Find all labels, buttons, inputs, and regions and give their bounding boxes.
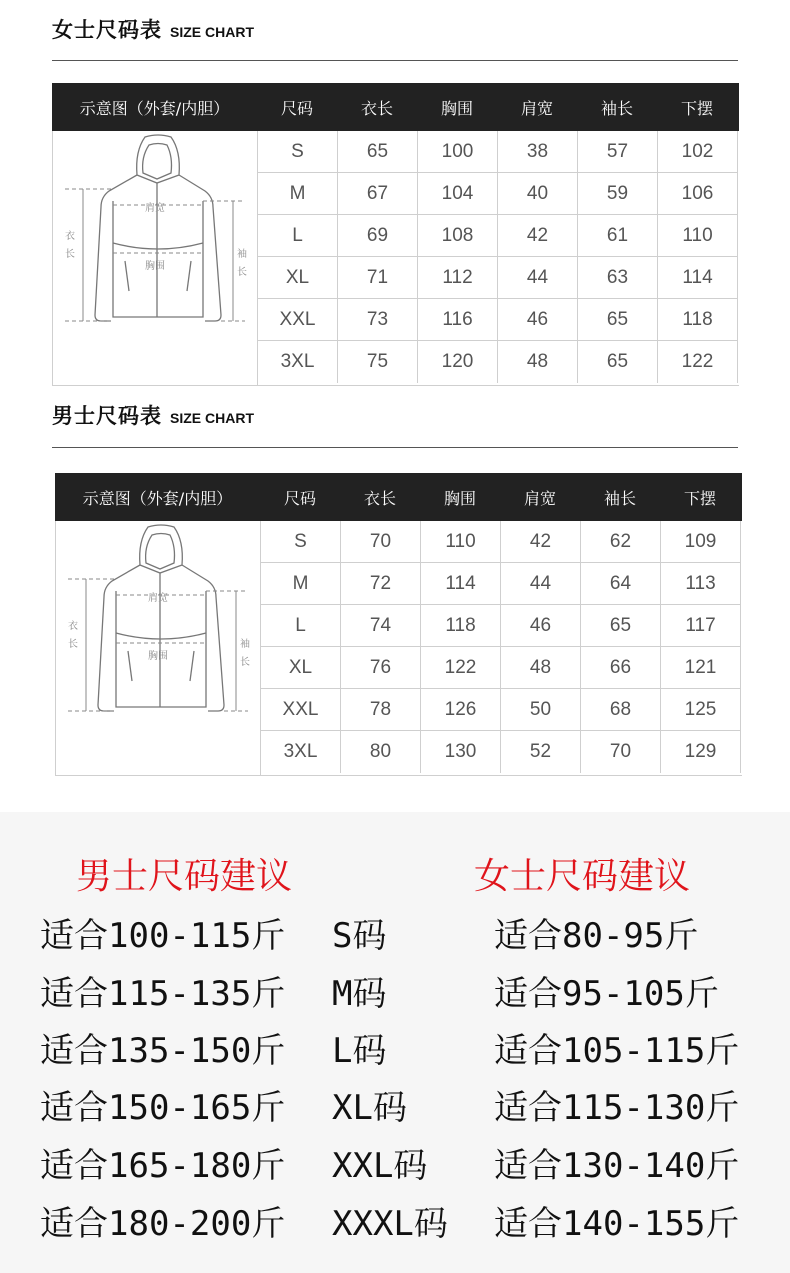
sleeve-cell: 65 [581, 605, 661, 646]
size-cell: XXL [258, 299, 338, 340]
size-cell: S [261, 521, 341, 562]
chest-cell: 100 [418, 131, 498, 172]
jacket-diagram-icon [56, 521, 261, 775]
sleeve-cell: 65 [578, 299, 658, 340]
length-cell: 80 [341, 731, 421, 773]
size-cell: M [258, 173, 338, 214]
men-size-grid [261, 521, 741, 775]
women-table-header [52, 83, 739, 131]
men-weight-range: 适合150-165斤 [40, 1088, 286, 1128]
diagram-shoulder-label: 肩宽 [148, 593, 168, 604]
women-size-table [52, 83, 739, 386]
men-recommend-title: 男士尺码建议 [76, 856, 293, 897]
men-section-title [52, 400, 254, 430]
sleeve-cell: 57 [578, 131, 658, 172]
chest-cell: 118 [421, 605, 501, 646]
table-row [258, 341, 738, 383]
header-shoulder: 肩宽 [523, 488, 556, 508]
length-cell: 69 [338, 215, 418, 256]
men-size-table [55, 473, 742, 776]
header-length: 衣长 [363, 488, 396, 508]
recommend-size: XL码 [332, 1088, 407, 1128]
table-row [261, 563, 741, 605]
shoulder-cell: 38 [498, 131, 578, 172]
diagram-chest-label: 胸围 [145, 261, 165, 272]
diagram-length-label-b: 长 [68, 639, 78, 650]
women-weight-range: 适合115-130斤 [494, 1088, 740, 1128]
chest-cell: 110 [421, 521, 501, 562]
table-row [261, 731, 741, 773]
table-row [261, 689, 741, 731]
hem-cell: 102 [658, 131, 738, 172]
length-cell: 65 [338, 131, 418, 172]
header-sleeve: 袖长 [600, 98, 633, 118]
chest-cell: 108 [418, 215, 498, 256]
diagram-length-label-b: 长 [65, 249, 75, 260]
diagram-sleeve-label-a: 袖 [240, 639, 250, 650]
header-hem: 下摆 [680, 98, 713, 118]
chest-cell: 130 [421, 731, 501, 773]
header-chest: 胸围 [440, 98, 473, 118]
length-cell: 67 [338, 173, 418, 214]
recommend-size: S码 [332, 916, 387, 956]
length-cell: 76 [341, 647, 421, 688]
hem-cell: 117 [661, 605, 741, 646]
hem-cell: 109 [661, 521, 741, 562]
men-weight-range: 适合135-150斤 [40, 1031, 286, 1071]
women-title-cn: 女士尺码表 [52, 18, 162, 42]
men-weight-range: 适合100-115斤 [40, 916, 286, 956]
men-title-cn: 男士尺码表 [52, 404, 162, 428]
length-cell: 74 [341, 605, 421, 646]
sleeve-cell: 62 [581, 521, 661, 562]
table-row [258, 257, 738, 299]
hem-cell: 113 [661, 563, 741, 604]
sleeve-cell: 61 [578, 215, 658, 256]
table-row [258, 215, 738, 257]
shoulder-cell: 42 [498, 215, 578, 256]
hem-cell: 118 [658, 299, 738, 340]
hem-cell: 106 [658, 173, 738, 214]
header-size: 尺码 [283, 488, 316, 508]
length-cell: 72 [341, 563, 421, 604]
shoulder-cell: 46 [498, 299, 578, 340]
men-title-en: SIZE CHART [170, 410, 254, 426]
women-section-title [52, 14, 254, 44]
chest-cell: 116 [418, 299, 498, 340]
diagram-sleeve-label-a: 袖 [237, 249, 247, 260]
header-diagram: 示意图（外套/内胆） [82, 488, 233, 508]
length-cell: 78 [341, 689, 421, 730]
size-recommendation-panel [0, 812, 790, 1273]
table-row [261, 605, 741, 647]
size-cell: M [261, 563, 341, 604]
diagram-length-label-a: 衣 [65, 231, 75, 242]
header-length: 衣长 [360, 98, 393, 118]
diagram-sleeve-label-b: 长 [237, 267, 247, 278]
shoulder-cell: 50 [501, 689, 581, 730]
hem-cell: 110 [658, 215, 738, 256]
shoulder-cell: 44 [498, 257, 578, 298]
women-weight-range: 适合80-95斤 [494, 916, 699, 956]
sleeve-cell: 70 [581, 731, 661, 773]
chest-cell: 126 [421, 689, 501, 730]
length-cell: 75 [338, 341, 418, 383]
women-jacket-diagram [53, 131, 258, 385]
women-title-en: SIZE CHART [170, 24, 254, 40]
chest-cell: 114 [421, 563, 501, 604]
size-cell: L [261, 605, 341, 646]
women-divider [52, 60, 738, 61]
shoulder-cell: 52 [501, 731, 581, 773]
diagram-shoulder-label: 肩宽 [145, 203, 165, 214]
hem-cell: 122 [658, 341, 738, 383]
table-row [261, 647, 741, 689]
men-weight-range: 适合115-135斤 [40, 974, 286, 1014]
shoulder-cell: 48 [498, 341, 578, 383]
recommend-size: L码 [332, 1031, 387, 1071]
header-hem: 下摆 [683, 488, 716, 508]
shoulder-cell: 42 [501, 521, 581, 562]
header-chest: 胸围 [443, 488, 476, 508]
recommend-size: M码 [332, 974, 387, 1014]
size-cell: XXL [261, 689, 341, 730]
size-cell: 3XL [258, 341, 338, 383]
men-weight-range: 适合180-200斤 [40, 1204, 286, 1244]
size-cell: 3XL [261, 731, 341, 773]
hem-cell: 114 [658, 257, 738, 298]
size-cell: L [258, 215, 338, 256]
sleeve-cell: 59 [578, 173, 658, 214]
chest-cell: 120 [418, 341, 498, 383]
length-cell: 73 [338, 299, 418, 340]
men-table-header [55, 473, 742, 521]
women-recommend-title: 女士尺码建议 [474, 856, 691, 897]
shoulder-cell: 40 [498, 173, 578, 214]
diagram-chest-label: 胸围 [148, 651, 168, 662]
chest-cell: 112 [418, 257, 498, 298]
diagram-sleeve-label-b: 长 [240, 657, 250, 668]
header-diagram: 示意图（外套/内胆） [79, 98, 230, 118]
hem-cell: 125 [661, 689, 741, 730]
table-row [258, 131, 738, 173]
shoulder-cell: 46 [501, 605, 581, 646]
header-sleeve: 袖长 [603, 488, 636, 508]
size-cell: XL [261, 647, 341, 688]
header-size: 尺码 [280, 98, 313, 118]
women-weight-range: 适合95-105斤 [494, 974, 719, 1014]
diagram-length-label-a: 衣 [68, 621, 78, 632]
length-cell: 70 [341, 521, 421, 562]
men-table-body [55, 521, 742, 776]
table-row [258, 173, 738, 215]
sleeve-cell: 64 [581, 563, 661, 604]
header-shoulder: 肩宽 [520, 98, 553, 118]
sleeve-cell: 63 [578, 257, 658, 298]
women-table-body [52, 131, 739, 386]
chest-cell: 104 [418, 173, 498, 214]
recommend-size: XXXL码 [332, 1204, 448, 1244]
shoulder-cell: 48 [501, 647, 581, 688]
women-weight-range: 适合130-140斤 [494, 1146, 740, 1186]
table-row [261, 521, 741, 563]
women-size-grid [258, 131, 738, 385]
hem-cell: 129 [661, 731, 741, 773]
men-weight-range: 适合165-180斤 [40, 1146, 286, 1186]
men-jacket-diagram [56, 521, 261, 775]
chest-cell: 122 [421, 647, 501, 688]
women-weight-range: 适合140-155斤 [494, 1204, 740, 1244]
men-divider [52, 447, 738, 448]
length-cell: 71 [338, 257, 418, 298]
size-cell: S [258, 131, 338, 172]
sleeve-cell: 68 [581, 689, 661, 730]
size-cell: XL [258, 257, 338, 298]
sleeve-cell: 65 [578, 341, 658, 383]
women-weight-range: 适合105-115斤 [494, 1031, 740, 1071]
jacket-diagram-icon [53, 131, 258, 385]
hem-cell: 121 [661, 647, 741, 688]
sleeve-cell: 66 [581, 647, 661, 688]
shoulder-cell: 44 [501, 563, 581, 604]
recommend-size: XXL码 [332, 1146, 428, 1186]
table-row [258, 299, 738, 341]
